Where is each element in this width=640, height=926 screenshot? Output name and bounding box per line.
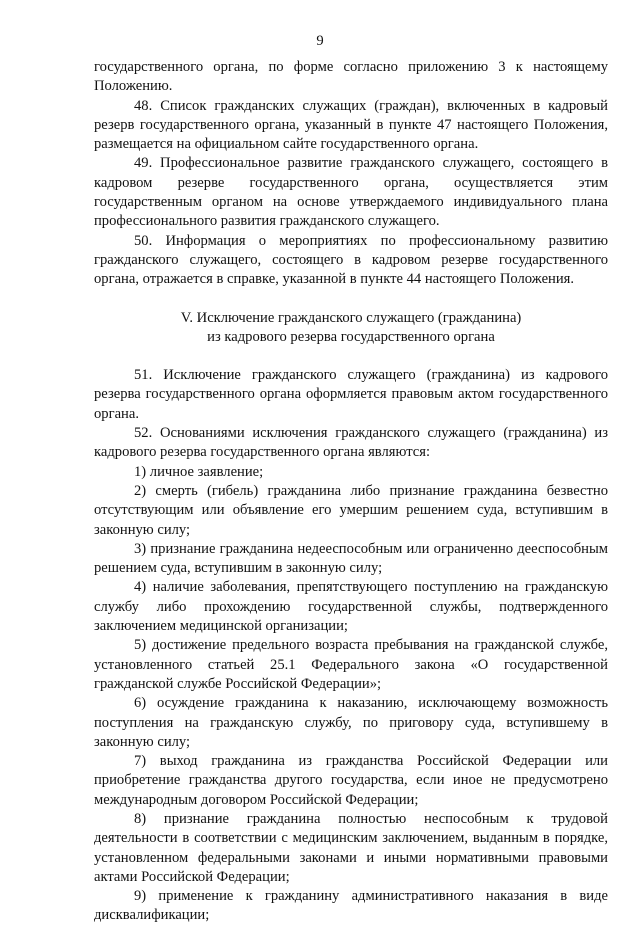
document-body	[94, 58, 608, 926]
list-item-3: 3) признание гражданина недееспособным или ограниченно дееспособным решением суда, вступившим в законную силу;	[94, 540, 608, 577]
list-item-5: 5) достижение предельного возраста пребывания на гражданской службе, установленного статьей 25.1 Федерального закона «О государственной гражданской службе Российской Федерации»;	[94, 637, 608, 692]
list-item-4: 4) наличие заболевания, препятствующего поступлению на гражданскую службу либо прохождению государственной службы, подтвержденного заключением медицинской организации;	[94, 579, 608, 635]
paragraph-continuation: государственного органа, по форме согласно приложению 3 к настоящему Положению.	[94, 59, 608, 95]
paragraph-51: 51. Исключение гражданского служащего (гражданина) из кадрового резерва государственного органа оформляется правовым актом государственного органа.	[94, 367, 608, 422]
section-heading-line-2: из кадрового резерва государственного органа	[207, 328, 495, 345]
list-item-6: 6) осуждение гражданина к наказанию, исключающему возможность поступления на гражданскую службу, по приговору суда, вступившему в законную силу;	[94, 695, 608, 750]
paragraph-52: 52. Основаниями исключения гражданского служащего (гражданина) из кадрового резерва государственного органа являются:	[94, 425, 608, 461]
page-number: 9	[316, 33, 324, 49]
paragraph-49: 49. Профессиональное развитие гражданского служащего, состоящего в кадровом резерве государственного органа, осуществляется этим государственным органом на основе утверждаемого индивидуального плана профессионального развития гражданского служащего.	[94, 155, 608, 230]
list-item-8: 8) признание гражданина полностью неспособным к трудовой деятельности в соответствии с медицинским заключением, выданным в порядке, установленном федеральными законами и иными нормативными правовыми актами Российской Федерации;	[94, 810, 608, 885]
paragraph-50: 50. Информация о мероприятиях по профессиональному развитию гражданского служащего, состоящего в кадровом резерве государственного органа, отражается в справке, указанной в пункте 44 настоящего Положения.	[94, 232, 608, 288]
paragraph-48: 48. Список гражданских служащих (граждан), включенных в кадровый резерв государственного органа, указанный в пункте 47 настоящего Положения, размещается на официальном сайте государственного органа.	[94, 97, 608, 153]
list-item-1: 1) личное заявление;	[134, 463, 264, 480]
section-heading-line-1: V. Исключение гражданского служащего (гражданина)	[180, 309, 522, 326]
list-item-9: 9) применение к гражданину административного наказания в виде дисквалификации;	[94, 888, 608, 924]
list-item-7: 7) выход гражданина из гражданства Российской Федерации или приобретение гражданства другого государства, если иное не предусмотрено международным договором Российской Федерации;	[94, 753, 608, 808]
list-item-2: 2) смерть (гибель) гражданина либо признание гражданина безвестно отсутствующим или объявление его умершим решением суда, вступившим в законную силу;	[94, 482, 608, 538]
